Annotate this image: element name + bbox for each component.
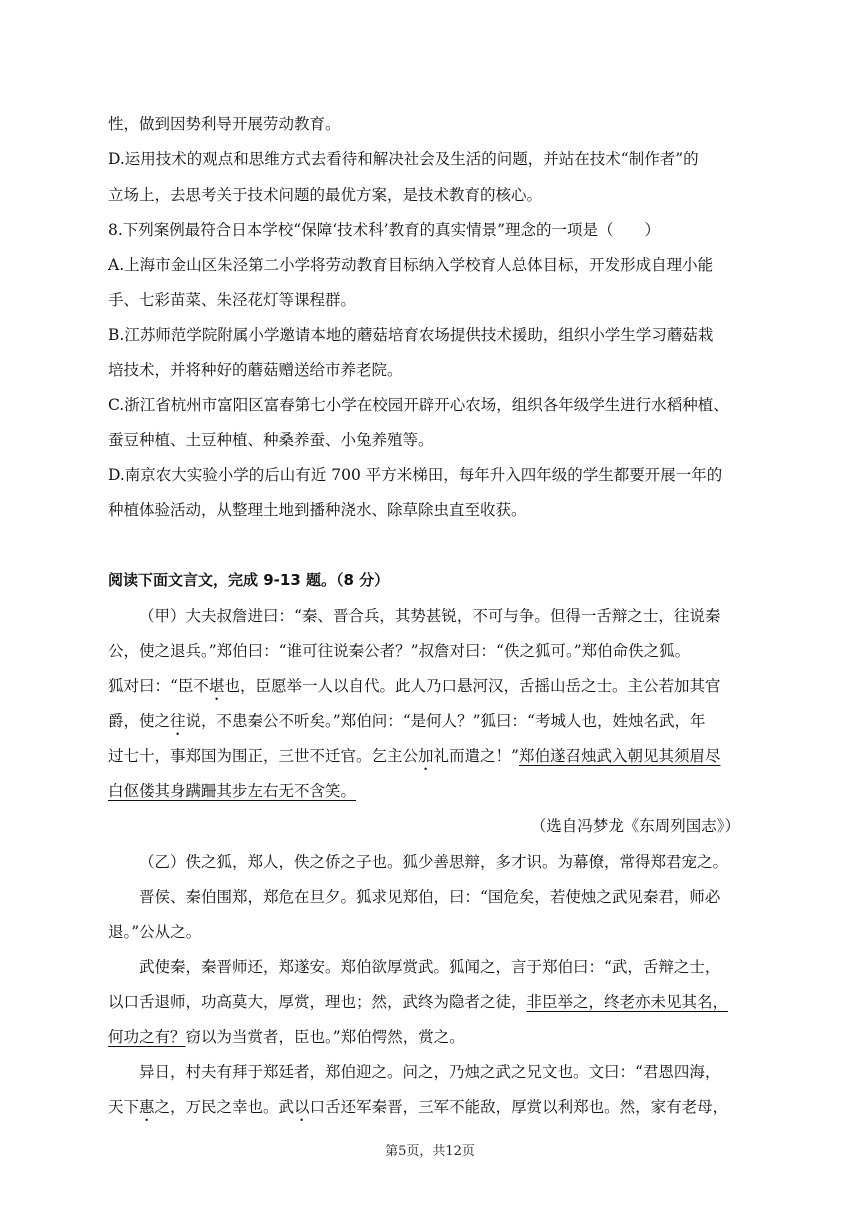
dotted-word: 惠 [139,1098,155,1116]
underlined-sentence: 何功之有？ [108,1028,186,1046]
text-span: 窃以为当赏者，臣也。”郑伯愕然，赏之。 [185,1028,465,1046]
source-citation: （选自冯梦龙《东周列国志》） [530,817,740,835]
dotted-word: 堪 [208,677,225,695]
dotted-word: 以 [294,1098,310,1116]
passage-yi-line: （乙）佚之狐，郑人，佚之侨之子也。狐少善思辩，多才识。为幕僚，常得郑君宠之。 [139,853,729,871]
text-line: 种植体验活动，从整理土地到播种浇水、除草除虫直至收获。 [108,501,527,519]
underlined-sentence: 非臣举之，终老亦未见其名， [526,993,729,1011]
text-span: 以口舌退师，功高莫大，厚赏，理也；然，武终为隐者之徒， [108,993,527,1011]
page-number-footer: 第5页，共12页 [385,1144,475,1159]
passage-jia-line [108,674,860,704]
text-line: D.运用技术的观点和思维方式去看待和解决社会及生活的问题，并站在技术“制作者”的 [108,150,699,168]
passage-yi-line: 武使秦，秦晋师还，郑遂安。郑伯欲厚赏武。狐闻之，言于郑伯曰：“武，舌辩之士， [139,958,721,976]
option-a: A.上海市金山区朱泾第二小学将劳动教育目标纳入学校育人总体目标，开发形成自理小能 [108,256,714,274]
text-span: 礼而遣之！” [433,747,519,765]
passage-yi-line [108,1095,860,1125]
option-d: D.南京农大实验小学的后山有近 700 平方米梯田，每年升入四年级的学生都要开展一年的 [108,466,723,484]
question-8: 8.下列案例最符合日本学校“保障‘技术科’教育的真实情景”理念的一项是（ ） [108,221,660,239]
text-span: 过七十，事郑国为围正，三世不迁官。乞主公 [108,747,419,765]
passage-yi-line [108,1025,860,1047]
option-b: B.江苏师范学院附属小学邀请本地的蘑菇培育农场提供技术援助，组织小学生学习蘑菇栽 [108,326,714,344]
passage-yi-line: 退。”公从之。 [108,923,202,941]
text-span: 之，万民之幸也。武 [154,1098,295,1116]
passage-jia-line [108,779,860,801]
text-line: 立场上，去思考关于技术问题的最优方案，是技术教育的核心。 [108,186,543,204]
section-heading: 阅读下面文言文，完成 9-13 题。（8 分） [108,571,390,589]
passage-jia-line [108,709,860,739]
text-line: 培技术，并将种好的蘑菇赠送给市养老院。 [108,361,403,379]
underlined-sentence: 白伛偻其身蹒跚其步左右无不含笑。 [108,782,357,800]
text-span: 爵，使之 [108,712,171,730]
text-span: 天下 [108,1098,140,1116]
text-span: 狐对曰：“臣不 [108,677,209,695]
text-span: 也，臣愿举一人以自代。此人乃口悬河汉，舌摇山岳之士。主公若加其官 [224,677,721,695]
text-span: 口舌还军秦晋，三军不能敌，厚赏以利郑也。然，家有老母， [309,1098,729,1116]
text-line: 蚕豆种植、土豆种植、种桑养蚕、小兔养殖等。 [108,431,434,449]
text-line: 性，做到因势利导开展劳动教育。 [108,115,341,133]
dotted-word: 加 [418,747,434,765]
dotted-word: 往 [170,712,186,730]
passage-jia-line: 公，使之退兵。”郑伯曰：“谁可往说秦公者？”叔詹对曰：“佚之狐可。”郑伯命佚之狐。 [108,642,691,660]
passage-yi-line [108,990,860,1012]
underlined-sentence: 郑伯遂召烛武入朝见其须眉尽 [518,747,721,765]
text-span: 说，不患秦公不听矣。”郑伯问：“是何人？”狐曰：“考城人也，姓烛名武，年 [185,712,706,730]
text-line: 手、七彩苗菜、朱泾花灯等课程群。 [108,291,357,309]
option-c: C.浙江省杭州市富阳区富春第七小学在校园开辟开心农场，组织各年级学生进行水稻种植、 [108,396,729,414]
passage-yi-line: 异日，村夫有拜于郑廷者，郑伯迎之。问之，乃烛之武之兄文也。文曰：“君恩四海， [139,1063,721,1081]
passage-jia-line [108,744,860,774]
passage-yi-line: 晋侯、秦伯围郑，郑危在旦夕。狐求见郑伯，曰：“国危矣，若使烛之武见秦君，师必 [139,888,721,906]
passage-jia-line: （甲）大夫叔詹进曰：“秦、晋合兵，其势甚锐，不可与争。但得一舌辩之士，往说秦 [139,607,721,625]
